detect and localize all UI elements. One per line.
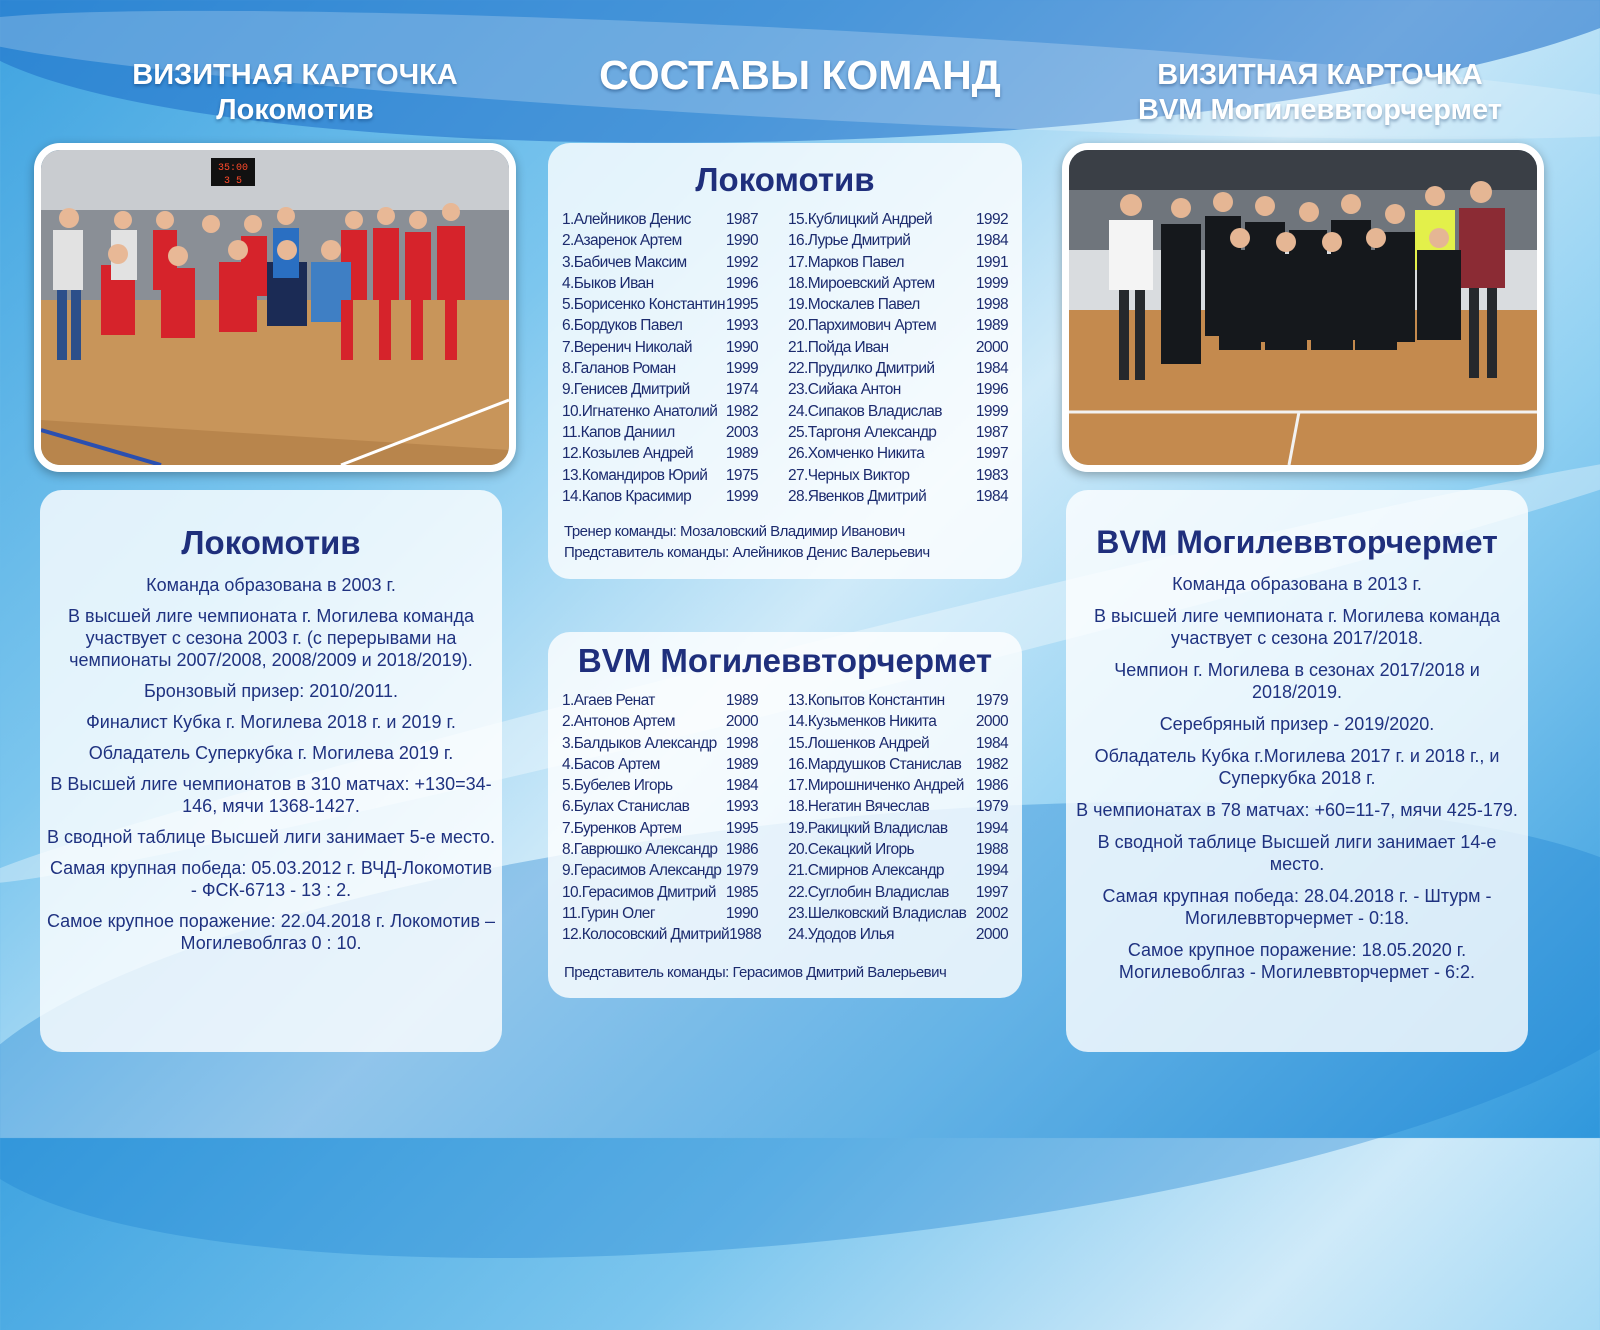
- player-row: [562, 775, 786, 796]
- player-year: 1988: [975, 841, 1008, 859]
- player-name: 8.Гаврюшко Александр: [562, 841, 718, 859]
- player-name: 13.Копытов Константин: [788, 692, 945, 709]
- player-name: 2.Азаренок Артем: [562, 232, 682, 250]
- player-year: 1987: [725, 211, 758, 228]
- player-name: 27.Черных Виктор: [788, 466, 910, 484]
- player-name: 23.Сийака Антон: [788, 381, 901, 399]
- player-row: [562, 903, 786, 924]
- player-row: [562, 401, 786, 422]
- player-name: 17.Мирошниченко Андрей: [788, 777, 964, 795]
- player-name: 28.Явенков Дмитрий: [788, 487, 927, 505]
- player-row: [786, 379, 1010, 400]
- player-row: [562, 422, 786, 443]
- fact-item: Бронзовый призер: 2010/2011.: [143, 681, 399, 701]
- player-name: 12.Колосовский Дмитрий: [562, 926, 730, 944]
- player-name: 10.Герасимов Дмитрий: [562, 883, 716, 901]
- player-row: [562, 860, 786, 881]
- player-year: 1994: [975, 862, 1008, 880]
- fact-item: В Высшей лиге чемпионатов в 310 матчах: +130=34-146, мячи 1368-1427.: [50, 774, 492, 816]
- fact-item: Обладатель Суперкубка г. Могилева 2019 г.: [88, 743, 454, 763]
- player-year: 2000: [975, 926, 1008, 944]
- fact-item: Команда образована в 2003 г.: [146, 575, 396, 595]
- player-row: [562, 796, 786, 817]
- player-name: 14.Кузьменков Никита: [788, 713, 937, 731]
- player-row: [562, 839, 786, 860]
- player-name: 20.Пархимович Артем: [788, 317, 937, 335]
- player-row: [786, 443, 1010, 464]
- player-year: 1998: [975, 296, 1008, 314]
- player-row: [786, 711, 1010, 732]
- left-header: [60, 58, 530, 128]
- player-year: 1990: [725, 232, 758, 250]
- representative-line: Представитель команды: Алейников Денис Валерьевич: [564, 544, 930, 562]
- player-row: [786, 924, 1010, 945]
- player-row: [562, 443, 786, 464]
- fact-item: Самая крупная победа: 05.03.2012 г. ВЧД-Локомотив - ФСК-6713 - 13 : 2.: [49, 858, 493, 900]
- player-name: 18.Мироевский Артем: [788, 274, 935, 292]
- player-year: 1986: [975, 777, 1008, 795]
- player-year: 1986: [725, 841, 758, 859]
- player-row: [786, 754, 1010, 775]
- player-year: 1979: [725, 862, 758, 880]
- player-row: [786, 273, 1010, 294]
- player-row: [786, 860, 1010, 881]
- player-year: 1987: [975, 423, 1008, 441]
- left-header-line2: Локомотив: [216, 94, 374, 126]
- player-row: [786, 315, 1010, 336]
- fact-item: В высшей лиге чемпионата г. Могилева команда участвует с сезона 2003 г. (с перерывами на чемпионаты 2007/2008, 2008/2009 и 2018/2019).: [68, 606, 474, 670]
- player-name: 15.Кублицкий Андрей: [788, 211, 933, 228]
- player-row: [786, 230, 1010, 251]
- roster-column: [562, 209, 786, 507]
- bvm-roster-card: [548, 632, 1022, 998]
- player-row: [562, 711, 786, 732]
- player-name: 22.Прудилко Дмитрий: [788, 360, 935, 378]
- player-name: 24.Сипаков Владислав: [788, 402, 942, 420]
- player-name: 16.Лурье Дмитрий: [788, 232, 911, 250]
- scoreboard-score: 3 5: [223, 176, 243, 187]
- player-name: 17.Марков Павел: [788, 253, 904, 271]
- player-year: 1992: [975, 211, 1008, 228]
- player-row: [562, 315, 786, 336]
- player-name: 24.Удодов Илья: [788, 926, 894, 944]
- player-year: 1997: [975, 445, 1008, 463]
- player-name: 25.Таргоня Александр: [788, 423, 937, 441]
- player-name: 4.Басов Артем: [562, 755, 660, 773]
- player-name: 9.Генисев Дмитрий: [562, 381, 690, 399]
- player-row: [786, 252, 1010, 273]
- left-header-line1: ВИЗИТНАЯ КАРТОЧКА: [132, 59, 458, 91]
- player-row: [562, 924, 786, 945]
- player-year: 1988: [729, 926, 762, 944]
- player-name: 20.Секацкий Игорь: [788, 841, 914, 859]
- player-name: 7.Веренич Николай: [562, 338, 692, 356]
- player-name: 1.Агаев Ренат: [562, 692, 655, 709]
- player-row: [562, 754, 786, 775]
- player-name: 12.Козылев Андрей: [562, 445, 694, 463]
- player-year: 1993: [725, 317, 758, 335]
- player-year: 1984: [975, 487, 1008, 505]
- player-row: [786, 465, 1010, 486]
- player-row: [562, 733, 786, 754]
- player-row: [786, 294, 1010, 315]
- player-row: [562, 294, 786, 315]
- player-row: [562, 486, 786, 507]
- player-name: 9.Герасимов Александр: [562, 862, 722, 880]
- player-row: [562, 337, 786, 358]
- lokomotiv-info-title: Локомотив: [181, 524, 361, 561]
- fact-item: В сводной таблице Высшей лиги занимает 14-е место.: [1097, 832, 1497, 874]
- player-row: [786, 337, 1010, 358]
- player-row: [786, 486, 1010, 507]
- player-name: 3.Бабичев Максим: [562, 253, 687, 271]
- player-name: 2.Антонов Артем: [562, 713, 675, 731]
- lokomotiv-roster-card: [548, 143, 1022, 579]
- player-name: 23.Шелковский Владислав: [788, 904, 967, 922]
- player-year: 1999: [725, 487, 758, 505]
- player-name: 7.Буренков Артем: [562, 819, 682, 837]
- fact-item: Чемпион г. Могилева в сезонах 2017/2018 и 2018/2019.: [1114, 660, 1480, 702]
- player-row: [562, 465, 786, 486]
- player-year: 1989: [725, 755, 758, 773]
- player-row: [562, 358, 786, 379]
- player-name: 8.Галанов Роман: [562, 360, 676, 378]
- player-name: 21.Пойда Иван: [788, 338, 889, 356]
- fact-item: В высшей лиге чемпионата г. Могилева команда участвует с сезона 2017/2018.: [1094, 606, 1500, 648]
- player-year: 1996: [975, 381, 1008, 399]
- player-year: 1989: [725, 445, 758, 463]
- player-row: [786, 818, 1010, 839]
- player-year: 1989: [975, 317, 1008, 335]
- bvm-roster-title: BVM Могилеввторчермет: [577, 642, 993, 679]
- player-name: 13.Командиров Юрий: [562, 466, 708, 484]
- player-name: 5.Бубелев Игорь: [562, 777, 673, 795]
- right-header-line1: ВИЗИТНАЯ КАРТОЧКА: [1157, 59, 1483, 91]
- player-name: 1.Алейников Денис: [562, 211, 691, 228]
- player-year: 2003: [725, 423, 758, 441]
- player-row: [786, 796, 1010, 817]
- player-row: [786, 209, 1010, 230]
- fact-item: Самое крупное поражение: 18.05.2020 г. Могилевоблгаз - Могилеввторчермет - 6:2.: [1118, 940, 1476, 982]
- player-year: 1995: [725, 296, 758, 314]
- player-row: [786, 733, 1010, 754]
- lokomotiv-facts: [40, 574, 502, 954]
- fact-item: В чемпионатах в 78 матчах: +60=11-7, мячи 425-179.: [1076, 800, 1518, 820]
- player-row: [786, 422, 1010, 443]
- player-year: 1999: [725, 360, 758, 378]
- player-row: [562, 273, 786, 294]
- player-row: [786, 903, 1010, 924]
- player-row: [786, 401, 1010, 422]
- player-name: 11.Капов Даниил: [562, 423, 675, 441]
- player-year: 1999: [975, 402, 1008, 420]
- player-year: 1996: [725, 274, 758, 292]
- player-row: [786, 690, 1010, 711]
- coach-line: Тренер команды: Мозаловский Владимир Иванович: [564, 523, 905, 541]
- player-year: 1983: [975, 466, 1008, 484]
- scoreboard-time: 35:00: [217, 163, 249, 174]
- lokomotiv-roster-title: Локомотив: [695, 161, 875, 198]
- player-year: 1979: [975, 692, 1008, 709]
- bvm-team-photo: [1062, 143, 1544, 472]
- player-name: 19.Москалев Павел: [788, 296, 920, 314]
- player-row: [786, 839, 1010, 860]
- player-year: 1984: [975, 232, 1008, 250]
- player-name: 22.Суглобин Владислав: [788, 883, 949, 901]
- roster-column: [786, 690, 1010, 946]
- player-name: 5.Борисенко Константин: [562, 296, 725, 314]
- player-row: [562, 230, 786, 251]
- player-year: 1984: [975, 734, 1008, 752]
- player-year: 1995: [725, 819, 758, 837]
- fact-item: Самая крупная победа: 28.04.2018 г. - Штурм - Могилеввторчермет - 0:18.: [1102, 886, 1492, 928]
- player-year: 1984: [975, 360, 1008, 378]
- bvm-info-card: [1066, 490, 1528, 1052]
- fact-item: Финалист Кубка г. Могилева 2018 г. и 2019 г.: [86, 712, 456, 732]
- player-year: 1997: [975, 883, 1008, 901]
- player-year: 1998: [725, 734, 758, 752]
- fact-item: В сводной таблице Высшей лиги занимает 5-е место.: [46, 827, 496, 847]
- fact-item: Самое крупное поражение: 22.04.2018 г. Локомотив – Могилевоблгаз 0 : 10.: [46, 911, 496, 953]
- representative-line: Представитель команды: Герасимов Дмитрий Валерьевич: [564, 963, 947, 981]
- player-row: [562, 882, 786, 903]
- player-name: 19.Ракицкий Владислав: [788, 819, 948, 837]
- player-row: [786, 882, 1010, 903]
- player-year: 1999: [975, 274, 1008, 292]
- player-name: 14.Капов Красимир: [562, 487, 692, 505]
- player-name: 16.Мардушков Станислав: [788, 755, 962, 773]
- player-year: 1994: [975, 819, 1008, 837]
- player-row: [562, 252, 786, 273]
- player-year: 2000: [975, 713, 1008, 731]
- fact-item: Обладатель Кубка г.Могилева 2017 г. и 2018 г., и Суперкубка 2018 г.: [1094, 746, 1500, 788]
- fact-item: Серебряный призер - 2019/2020.: [1159, 714, 1435, 734]
- player-year: 1974: [725, 381, 758, 399]
- bvm-info-title: BVM Могилеввторчермет: [1096, 524, 1498, 560]
- player-year: 1979: [975, 798, 1008, 816]
- player-year: 1989: [725, 692, 758, 709]
- player-year: 1992: [725, 253, 758, 271]
- player-year: 1985: [725, 883, 758, 901]
- player-year: 1982: [725, 402, 758, 420]
- player-name: 26.Хомченко Никита: [788, 445, 925, 463]
- player-year: 1991: [975, 253, 1008, 271]
- roster-column: [562, 690, 786, 946]
- player-row: [562, 209, 786, 230]
- right-header-line2: BVM Могилеввторчермет: [1138, 94, 1502, 126]
- player-year: 1982: [975, 755, 1008, 773]
- player-name: 4.Быков Иван: [562, 274, 654, 292]
- player-name: 6.Бордуков Павел: [562, 317, 683, 335]
- player-year: 2002: [975, 904, 1008, 922]
- staff-block: [548, 962, 1022, 983]
- lokomotiv-team-photo: [34, 143, 516, 472]
- player-year: 1984: [725, 777, 758, 795]
- player-name: 6.Булах Станислав: [562, 798, 690, 816]
- staff-block: [548, 521, 1022, 563]
- player-year: 2000: [725, 713, 758, 731]
- bvm-facts: [1066, 573, 1528, 983]
- player-row: [786, 358, 1010, 379]
- player-name: 10.Игнатенко Анатолий: [562, 402, 718, 420]
- player-name: 3.Балдыков Александр: [562, 734, 717, 752]
- player-name: 18.Негатин Вячеслав: [788, 798, 930, 816]
- roster-column: [786, 209, 1010, 507]
- lokomotiv-info-card: [40, 490, 502, 1052]
- player-row: [786, 775, 1010, 796]
- page-title: СОСТАВЫ КОМАНД: [599, 52, 1001, 98]
- player-year: 1993: [725, 798, 758, 816]
- player-year: 1975: [725, 466, 758, 484]
- player-year: 1990: [725, 904, 758, 922]
- player-name: 15.Лошенков Андрей: [788, 734, 930, 752]
- right-header: [1070, 58, 1570, 128]
- fact-item: Команда образована в 2013 г.: [1172, 574, 1422, 594]
- player-name: 21.Смирнов Александр: [788, 862, 944, 880]
- player-year: 1990: [725, 338, 758, 356]
- player-row: [562, 818, 786, 839]
- player-name: 11.Гурин Олег: [562, 904, 655, 922]
- player-year: 2000: [975, 338, 1008, 356]
- player-row: [562, 690, 786, 711]
- player-row: [562, 379, 786, 400]
